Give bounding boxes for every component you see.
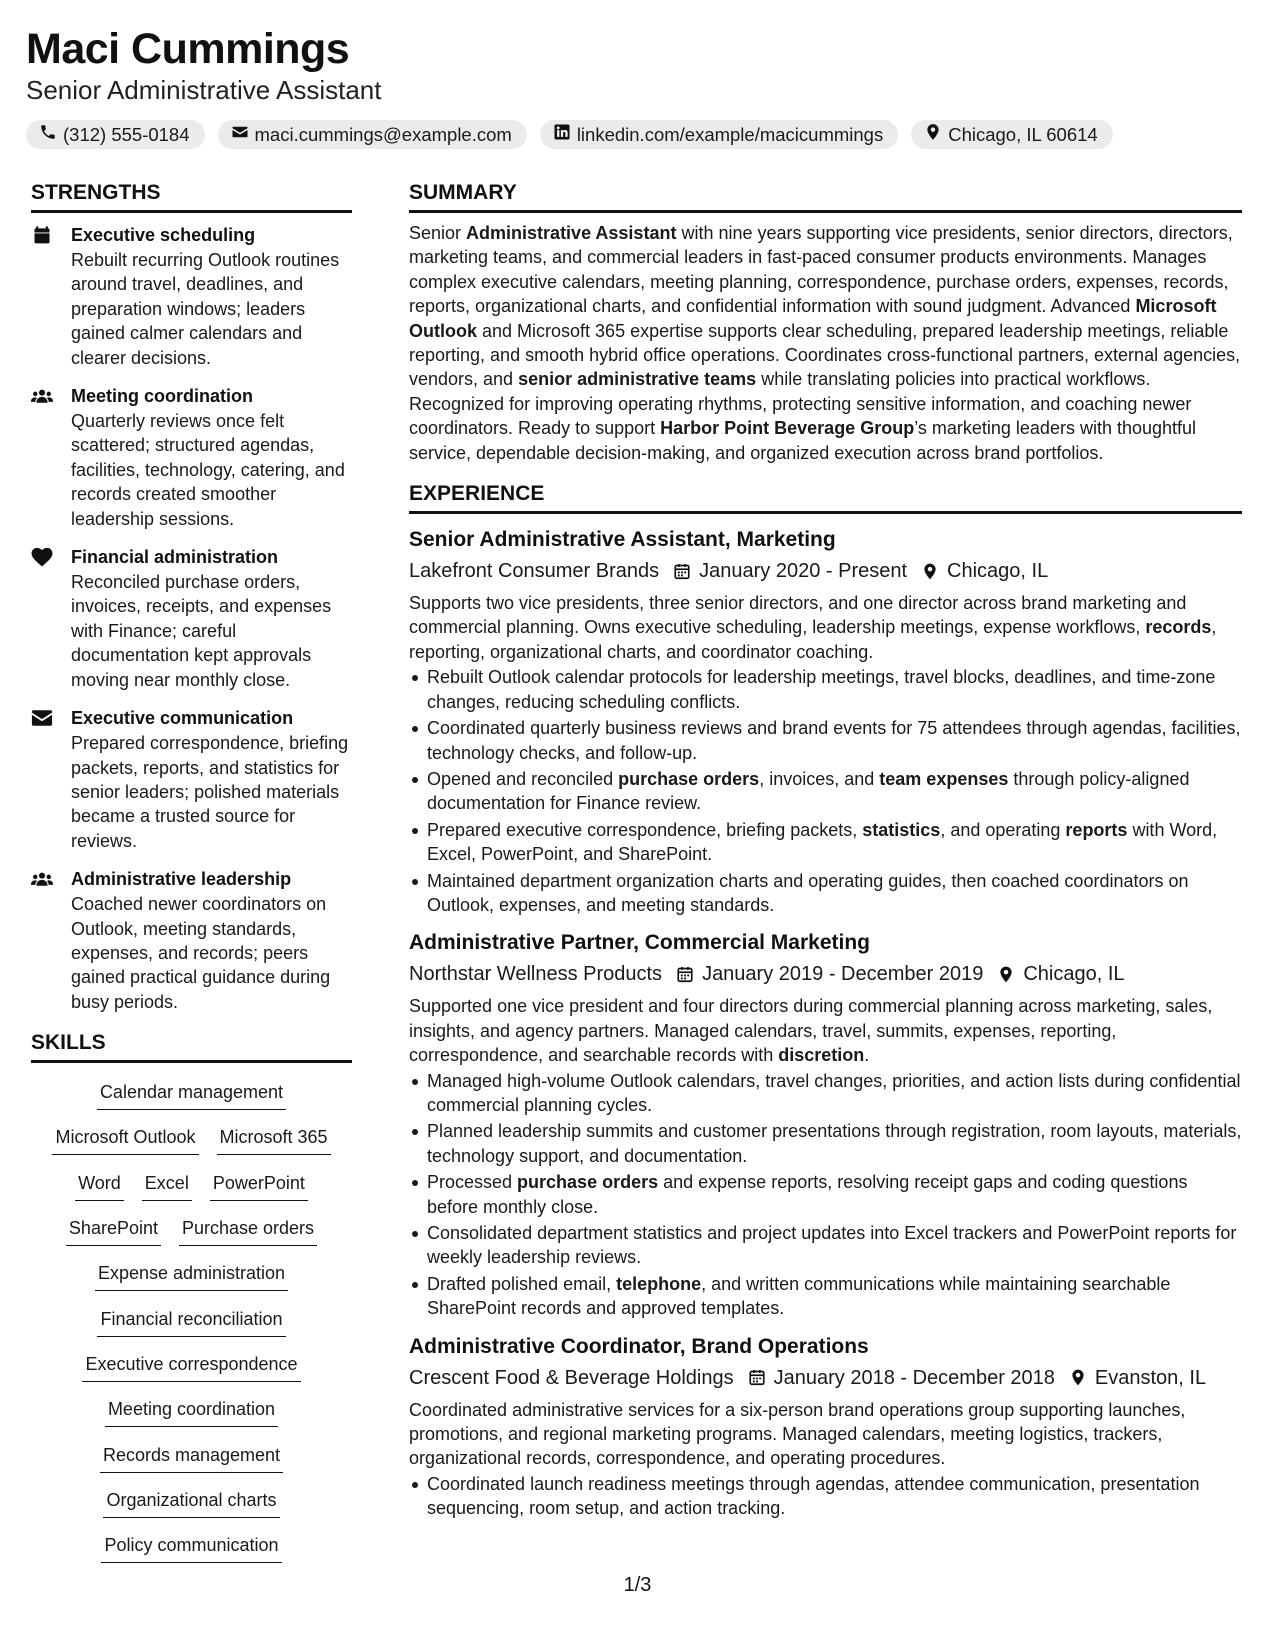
- job-description: Coordinated administrative services for a six-person brand operations group supporting launches, promotions, and regional marketing programs. Managed calendars, meeting logistics, trackers, organizational records, correspondence, and operating procedures.: [409, 1399, 1186, 1469]
- job-dates: January 2019 - December 2019: [702, 963, 984, 986]
- job-entry: [409, 1333, 1242, 1521]
- linkedin-icon: [553, 123, 571, 146]
- strength-title: Executive communication: [71, 708, 294, 729]
- summary-bold: Administrative Assistant: [466, 223, 677, 243]
- location-pin-icon: [924, 123, 942, 146]
- candidate-role: Senior Administrative Assistant: [26, 75, 382, 105]
- job-title: Administrative Coordinator, Brand Operations: [409, 1334, 869, 1358]
- skill-tag: Executive correspondence: [82, 1351, 300, 1382]
- email-text: maci.cummings@example.com: [254, 123, 512, 145]
- envelope-icon: [231, 123, 249, 146]
- calendar-icon: [31, 225, 53, 245]
- job-bullets: [409, 1069, 1242, 1321]
- skill-row: [82, 1351, 300, 1396]
- skill-row: [97, 1306, 285, 1351]
- job-meta: [409, 1364, 1242, 1392]
- job-title: Senior Administrative Assistant, Marketing: [409, 528, 836, 552]
- skill-row: [52, 1124, 330, 1169]
- skill-tag: Excel: [142, 1170, 192, 1201]
- bullet-item: Consolidated department statistics and project updates into Excel trackers and PowerPoint reports for weekly leadership reviews.: [409, 1221, 1242, 1270]
- page-number: 1/3: [623, 1574, 652, 1596]
- skill-tag: Expense administration: [95, 1260, 288, 1291]
- envelope-icon: [31, 708, 53, 728]
- skill-tag: Microsoft 365: [217, 1124, 331, 1155]
- location-pin-icon: [907, 562, 947, 581]
- skill-tag: Microsoft Outlook: [52, 1124, 198, 1155]
- job-bullets: [409, 665, 1242, 917]
- job-meta: [409, 960, 1242, 988]
- linkedin-contact[interactable]: [540, 120, 898, 149]
- bullet-bold: purchase orders: [618, 768, 760, 789]
- skill-tag: SharePoint: [66, 1215, 161, 1246]
- bullet-item: Prepared executive correspondence, briefing packets, statistics, and operating reports with Word, Excel, PowerPoint, and SharePoint.: [409, 818, 1242, 867]
- resume-header: [26, 24, 1246, 149]
- jobs-list: [409, 526, 1242, 1521]
- location-pin-icon: [983, 965, 1023, 984]
- job-description-bold: records: [1145, 617, 1212, 638]
- skill-tag: Meeting coordination: [105, 1396, 278, 1427]
- skill-tag: Purchase orders: [179, 1215, 317, 1246]
- skill-row: [95, 1260, 288, 1305]
- strength-title: Financial administration: [71, 547, 279, 568]
- phone-contact[interactable]: [26, 120, 205, 149]
- phone-icon: [39, 123, 57, 146]
- strengths-list: [31, 223, 352, 1014]
- job-entry: [409, 526, 1242, 917]
- strength-item: [31, 706, 352, 853]
- strength-title: Meeting coordination: [71, 386, 253, 407]
- job-location: Chicago, IL: [1023, 963, 1125, 986]
- location-text: Chicago, IL 60614: [948, 123, 1098, 145]
- strengths-heading: STRENGTHS: [31, 178, 352, 213]
- summary-section: [409, 178, 1242, 465]
- location-contact: [911, 120, 1112, 149]
- bullet-item: Rebuilt Outlook calendar protocols for leadership meetings, travel blocks, deadlines, and time-zone changes, reducing scheduling conflicts.: [409, 665, 1242, 714]
- skill-row: [97, 1079, 286, 1124]
- strength-item: [31, 223, 352, 370]
- company-name: Lakefront Consumer Brands: [409, 560, 660, 583]
- bullet-item: Planned leadership summits and customer presentations through registration, room layouts, materials, technology support, and documentation.: [409, 1119, 1242, 1168]
- company-name: Crescent Food & Beverage Holdings: [409, 1366, 734, 1389]
- job-description: Supported one vice president and four directors during commercial planning across marketing, sales, insights, and agency partners. Managed calendars, travel, summits, expenses, reporting, correspondence, and searchable records with discretion.: [409, 996, 1213, 1066]
- skill-tag: Word: [75, 1170, 124, 1201]
- bullet-bold: purchase orders: [517, 1172, 659, 1193]
- bullet-bold: team expenses: [879, 768, 1009, 789]
- summary-bold: Microsoft Outlook: [409, 296, 1217, 341]
- skill-row: [66, 1215, 317, 1260]
- candidate-name: Maci Cummings: [26, 25, 350, 73]
- bullet-item: Opened and reconciled purchase orders, invoices, and team expenses through policy-aligned documentation for Finance review.: [409, 767, 1242, 816]
- job-title: Administrative Partner, Commercial Marketing: [409, 931, 870, 955]
- bullet-item: Drafted polished email, telephone, and written communications while maintaining searchable SharePoint records and approved templates.: [409, 1272, 1242, 1321]
- strength-item: [31, 384, 352, 531]
- bullet-item: Managed high-volume Outlook calendars, travel changes, priorities, and action lists during confidential commercial planning cycles.: [409, 1069, 1242, 1118]
- strength-title: Executive scheduling: [71, 225, 256, 245]
- left-column: [31, 178, 352, 1577]
- location-pin-icon: [1055, 1368, 1095, 1387]
- skill-tag: Policy communication: [101, 1532, 281, 1563]
- skill-row: [101, 1532, 281, 1577]
- summary-bold: senior administrative teams: [518, 369, 757, 390]
- job-location: Chicago, IL: [947, 560, 1049, 583]
- skills-section: [31, 1028, 352, 1577]
- strength-description: Quarterly reviews once felt scattered; structured agendas, facilities, technology, catering, and records created smoother leadership sessions.: [71, 411, 345, 529]
- skill-row: [100, 1442, 283, 1487]
- strength-description: Prepared correspondence, briefing packets, reports, and statistics for senior leaders; polished materials became a trusted source for reviews.: [71, 733, 349, 851]
- skill-row: [75, 1170, 308, 1215]
- skill-row: [105, 1396, 278, 1441]
- skill-tag: Records management: [100, 1442, 283, 1473]
- users-icon: [31, 869, 53, 889]
- calendar-icon: [659, 562, 699, 581]
- bullet-item: Maintained department organization charts and operating guides, then coached coordinators on Outlook, expenses, and meeting standards.: [409, 869, 1242, 918]
- heart-icon: [31, 547, 53, 567]
- phone-text: (312) 555-0184: [63, 123, 190, 145]
- summary-heading: SUMMARY: [409, 178, 1242, 213]
- strength-item: [31, 867, 352, 1014]
- right-column: [409, 178, 1242, 1523]
- company-name: Northstar Wellness Products: [409, 963, 663, 986]
- skill-row: [103, 1487, 279, 1532]
- job-dates: January 2018 - December 2018: [773, 1366, 1055, 1389]
- bullet-item: Processed purchase orders and expense reports, resolving receipt gaps and coding questions before monthly close.: [409, 1170, 1242, 1219]
- linkedin-text: linkedin.com/example/macicummings: [576, 123, 884, 145]
- summary-bold: Harbor Point Beverage Group: [660, 418, 915, 439]
- strength-description: Rebuilt recurring Outlook routines around travel, deadlines, and preparation windows; leaders gained calmer calendars and clearer decisions.: [71, 250, 340, 368]
- skill-tag: Financial reconciliation: [97, 1306, 285, 1337]
- strength-item: [31, 545, 352, 692]
- skills-heading: SKILLS: [31, 1028, 352, 1063]
- skill-tag: Organizational charts: [103, 1487, 279, 1518]
- strength-description: Coached newer coordinators on Outlook, meeting standards, expenses, and records; peers gained practical guidance during busy periods.: [71, 894, 331, 1012]
- job-entry: [409, 929, 1242, 1320]
- bullet-bold: telephone: [616, 1273, 702, 1294]
- job-description-bold: discretion: [778, 1045, 865, 1066]
- bullet-bold: reports: [1065, 819, 1128, 840]
- experience-heading: EXPERIENCE: [409, 479, 1242, 514]
- skill-tag: Calendar management: [97, 1079, 286, 1110]
- strengths-section: [31, 178, 352, 1014]
- strength-description: Reconciled purchase orders, invoices, receipts, and expenses with Finance; careful documentation kept approvals moving near monthly close.: [71, 572, 332, 690]
- job-bullets: [409, 1472, 1242, 1521]
- bullet-bold: statistics: [862, 819, 941, 840]
- bullet-item: Coordinated launch readiness meetings through agendas, attendee communication, presentation sequencing, room setup, and action tracking.: [409, 1472, 1242, 1521]
- job-meta: [409, 557, 1242, 585]
- job-description: Supports two vice presidents, three senior directors, and one director across brand marketing and commercial planning. Owns executive scheduling, leadership meetings, expense workflows, records, reporting, organizational charts, and coordinator coaching.: [409, 593, 1217, 662]
- strength-title: Administrative leadership: [71, 869, 292, 890]
- skills-list: [31, 1079, 352, 1577]
- users-icon: [31, 386, 53, 406]
- bullet-item: Coordinated quarterly business reviews and brand events for 75 attendees through agendas, facilities, technology checks, and follow-up.: [409, 716, 1242, 765]
- email-contact[interactable]: [218, 120, 527, 149]
- summary-text: Senior Administrative Assistant with nine years supporting vice presidents, senior directors, directors, marketing teams, and commercial leaders in fast-paced consumer products environments. Manages complex executive calendars, meeting planning, correspondence, purchase orders, expenses, records, reports, organizational charts, and confidential information with sound judgment. Advanced Microsoft Outlook and Microsoft 365 expertise supports clear scheduling, prepared leadership meetings, reliable reporting, and smooth hybrid office operations. Coordinates cross-functional partners, external agencies, vendors, and senior administrative teams while translating policies into practical workflows. Recognized for improving operating rhythms, protecting sensitive information, and coaching newer coordinators. Ready to support Harbor Point Beverage Group’s marketing leaders with thoughtful service, dependable decision-making, and organized execution across brand portfolios.: [409, 223, 1241, 463]
- experience-section: [409, 479, 1242, 1521]
- job-dates: January 2020 - Present: [699, 560, 908, 583]
- calendar-icon: [662, 965, 702, 984]
- job-location: Evanston, IL: [1094, 1366, 1207, 1389]
- calendar-icon: [734, 1368, 774, 1387]
- skill-tag: PowerPoint: [210, 1170, 308, 1201]
- contact-bar: [26, 120, 1246, 149]
